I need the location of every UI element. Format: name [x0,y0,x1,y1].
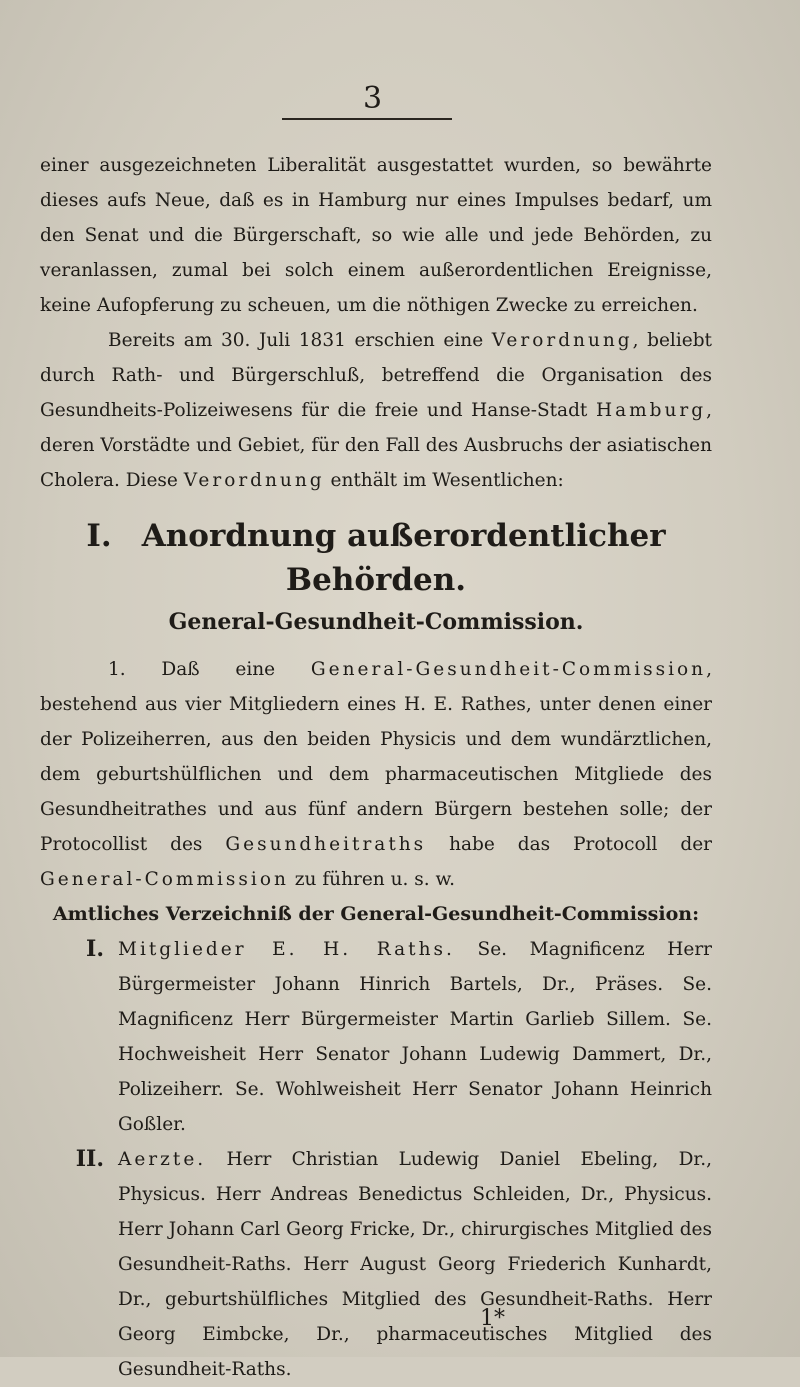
ordinance-term: Verordnung [491,330,633,351]
article-number: 1. [108,659,126,680]
page-number: 3 [362,81,383,116]
member-group-label: I. [86,936,104,962]
signature-mark: 1* [480,1306,505,1331]
ordinance-paragraph: Bereits am 30. Juli 1831 erschien eine Verordnung, beliebt durch Rath- und Bürgerschluß, betreffend die Organisation des Gesundheits-Polizeiwesens für die freie und Hanse-Stadt Hamburg, deren Vorstädte und Gebiet, für den Fall des Ausbruchs der asiatischen Cholera. Diese Verordnung enthält im Wesentlichen: [40,330,712,491]
member-group-title: Mitglieder E. H. Raths. [118,939,455,960]
intro-paragraph: einer ausgezeichneten Liberalität ausgestattet wurden, so bewährte dieses aufs Neue, daß es in Hamburg nur eines Impulses bedarf, um den Senat und die Bürgerschaft, so wie alle und jede Behörden, zu veranlassen, zumal bei solch einem außerordentlichen Ereignisse, keine Aufopferung zu scheuen, um die nöthigen Zwecke zu erreichen. [40,155,712,316]
member-group-text: Aerzte. Herr Christian Ludewig Daniel Ebeling, Dr., Physicus. Herr Andreas Benedictus Schleiden, Dr., Physicus. Herr Johann Carl Georg Fricke, Dr., chirurgisches Mitglied des Gesundheit-Raths. Herr August Georg Friederich Kunhardt, Dr., geburtshülfliches Mitglied des Gesundheit-Raths. Herr Georg Eimbcke, Dr., pharmaceutisches Mitglied des Gesundheit-Raths. [118,1149,712,1380]
page-body [40,148,712,1387]
member-group-label: II. [75,1146,104,1172]
member-group-title: Aerzte. [118,1149,207,1170]
commission-term: General-Gesundheit-Commission [310,659,707,680]
section-heading [40,514,712,602]
council-term: Gesundheitraths [225,834,427,855]
commission-term: General-Commission [40,869,289,890]
member-group [40,1142,712,1387]
section-title: Anordnung außerordentlicher Behörden. [141,518,666,598]
subheading: General-Gesundheit-Commission. [168,609,584,635]
ordinance-term: Verordnung [183,470,325,491]
section-numeral: I. [86,518,112,554]
member-group-text: Mitglieder E. H. Raths. Se. Magnificenz Herr Bürgermeister Johann Hinrich Bartels, Dr., Präses. Se. Magnificenz Herr Bürgermeister Martin Garlieb Sillem. Se. Hochweisheit Herr Senator Johann Ludewig Dammert, Dr., Polizeiherr. Se. Wohlweisheit Herr Senator Johann Heinrich Goßler. [118,939,713,1135]
city-name: Hamburg [595,400,707,421]
article-1: 1. Daß eine General-Gesundheit-Commission, bestehend aus vier Mitgliedern eines H. E. Rathes, unter denen einer der Polizeiherren, aus den beiden Physicis und dem wundärztlichen, dem geburtshülflichen und dem pharmaceutischen Mitgliede des Gesundheitrathes und aus fünf andern Bürgern bestehen solle; der Protocollist des Gesundheitraths habe das Protocoll der General-Commission zu führen u. s. w. [40,659,712,890]
header-rule [282,118,452,120]
member-list-heading: Amtliches Verzeichniß der General-Gesundheit-Commission: [52,903,700,925]
member-group [40,932,712,1142]
